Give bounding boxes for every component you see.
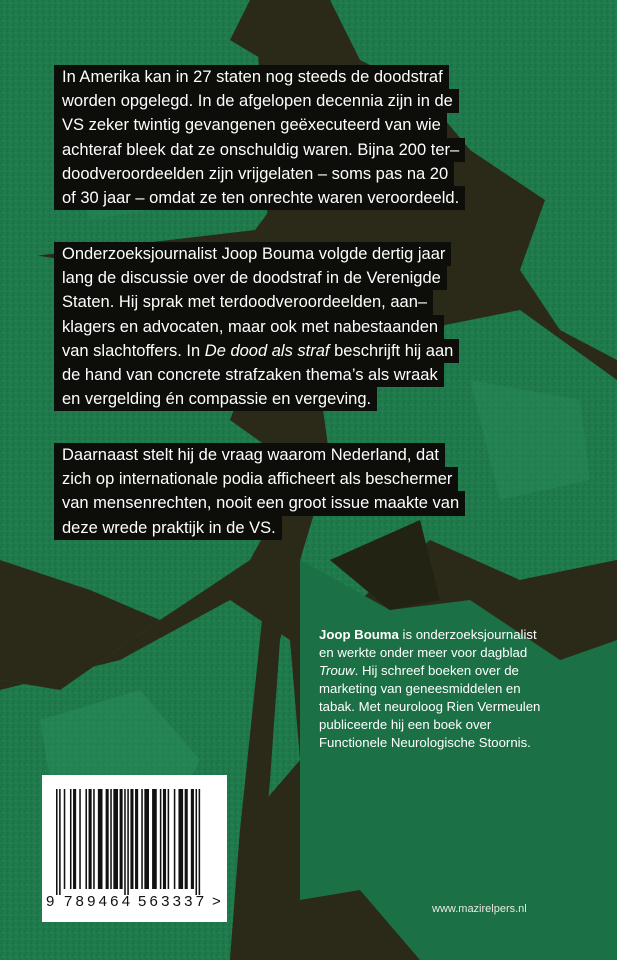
bio-line <box>319 662 589 680</box>
barcode-bar <box>93 789 95 889</box>
blurb-line: de hand van concrete strafzaken thema’s als wraak <box>54 363 444 387</box>
blurb-line: klagers en advocaten, maar ook met nabestaanden <box>54 315 444 339</box>
barcode-bar <box>191 789 194 889</box>
barcode-bar <box>113 789 118 889</box>
author-bio <box>319 626 589 752</box>
barcode-bar <box>59 789 61 895</box>
barcode-bar <box>168 789 170 889</box>
barcode-bar <box>144 789 149 889</box>
blurb-paragraph-2 <box>54 242 459 411</box>
isbn-end-mark: > <box>212 893 221 910</box>
isbn-barcode <box>42 775 227 922</box>
publisher-url: www.mazirelpers.nl <box>432 903 527 915</box>
blurb-line: VS zeker twintig gevangenen geëxecuteerd van wie <box>54 113 447 137</box>
barcode-bars <box>42 775 227 895</box>
bio-line: en werkte onder meer voor dagblad <box>319 645 528 660</box>
book-title: De dood als straf <box>204 341 330 360</box>
blurb-line: doodveroordeelden zijn vrijgelaten – soms pas na 20 <box>54 162 454 186</box>
isbn-group-1: 789464 <box>64 893 134 910</box>
barcode-bar <box>135 789 138 889</box>
isbn-group-2: 563337 <box>138 893 208 910</box>
author-name: Joop Bouma <box>319 627 399 642</box>
blurb-line: en vergelding én compassie en vergeving. <box>54 387 377 411</box>
bio-line: publiceerde hij een boek over <box>319 717 492 732</box>
barcode-bar <box>98 789 103 889</box>
barcode-bar <box>73 789 76 889</box>
barcode-bar <box>199 789 201 895</box>
blurb-line <box>54 339 459 363</box>
newspaper-name: Trouw <box>319 663 355 678</box>
bio-line: marketing van geneesmiddelen en <box>319 681 521 696</box>
barcode-bar <box>196 789 198 895</box>
barcode-bar <box>152 789 157 889</box>
blurb-text: van slachtoffers. In <box>62 341 205 360</box>
blurb-paragraph-1 <box>54 65 465 210</box>
blurb-paragraph-3 <box>54 443 465 540</box>
barcode-bar <box>130 789 133 889</box>
blurb-line: Staten. Hij sprak met terdoodveroordeelden, aan– <box>54 290 433 314</box>
barcode-bar <box>110 789 112 889</box>
barcode-bar <box>178 789 183 889</box>
blurb-line: worden opgelegd. In de afgelopen decennia zijn in de <box>54 89 459 113</box>
blurb-line: van mensenrechten, nooit een groot issue maakte van <box>54 491 465 515</box>
blurb-line: achteraf bleek dat ze onschuldig waren. Bijna 200 ter– <box>54 138 465 162</box>
barcode-bar <box>70 789 72 889</box>
barcode-bar <box>141 789 143 889</box>
barcode-bar <box>163 789 166 889</box>
blurb-line: zich op internationale podia afficheert als beschermer <box>54 467 458 491</box>
barcode-bar <box>127 789 129 895</box>
bio-text: . Hij schreef boeken over de <box>354 663 519 678</box>
barcode-bar <box>124 789 126 895</box>
blurb-text: beschrijft hij aan <box>329 341 454 360</box>
barcode-bar <box>89 789 92 889</box>
bio-line: tabak. Met neuroloog Rien Vermeulen <box>319 699 541 714</box>
blurb-line: Onderzoeksjournalist Joop Bouma volgde dertig jaar <box>54 242 451 266</box>
isbn-first-digit: 9 <box>46 893 55 910</box>
bio-line: Functionele Neurologische Stoornis. <box>319 735 531 750</box>
bio-line <box>319 626 589 644</box>
bio-text: is onderzoeksjournalist <box>398 627 537 642</box>
barcode-bar <box>185 789 188 889</box>
blurb-line: lang de discussie over de doodstraf in de Verenigde <box>54 266 447 290</box>
blurb-line: deze wrede praktijk in de VS. <box>54 516 282 540</box>
barcode-bar <box>64 789 66 889</box>
barcode-bar <box>79 789 81 889</box>
barcode-bar <box>56 789 58 895</box>
blurb-line: of 30 jaar – omdat ze ten onrechte waren veroordeeld. <box>54 186 465 210</box>
barcode-bar <box>85 789 87 889</box>
barcode-bar <box>106 789 109 889</box>
barcode-bar <box>120 789 123 889</box>
blurb-line: Daarnaast stelt hij de vraag waarom Nederland, dat <box>54 443 445 467</box>
barcode-bar <box>160 789 162 889</box>
blurb-line: In Amerika kan in 27 staten nog steeds de doodstraf <box>54 65 449 89</box>
barcode-bar <box>174 789 176 889</box>
